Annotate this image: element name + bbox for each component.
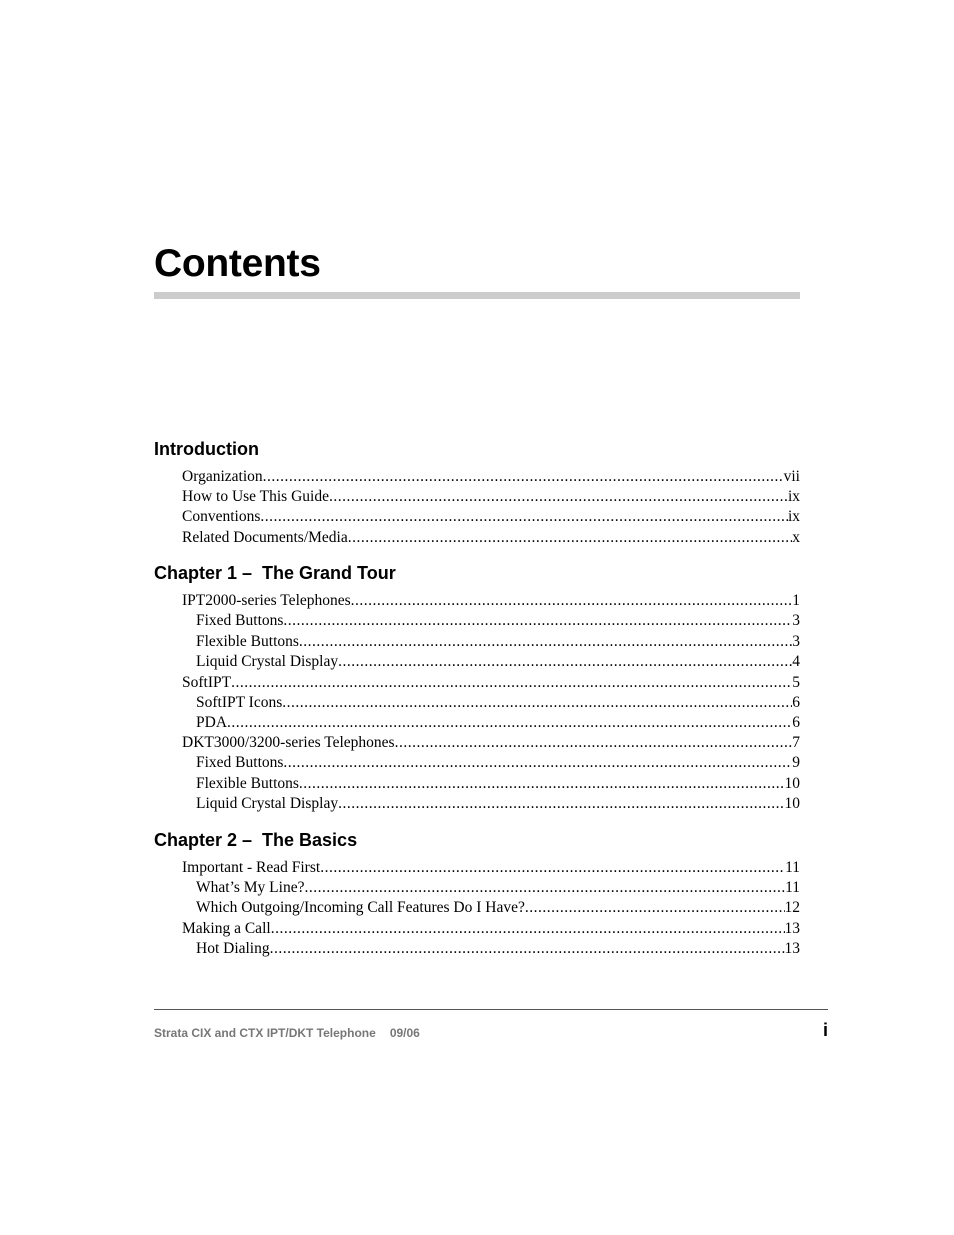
- toc-entry-page: 10: [784, 775, 800, 792]
- toc-entry-page: vii: [783, 468, 800, 485]
- toc-entry[interactable]: [196, 713, 800, 733]
- dot-leader: [320, 858, 785, 878]
- toc-entry[interactable]: [196, 898, 800, 918]
- dot-leader: [282, 693, 792, 713]
- toc-entry-label: SoftIPT: [182, 674, 232, 691]
- title-rule: [154, 292, 800, 299]
- toc-entry-page: x: [792, 529, 800, 546]
- toc-entry-page: 10: [784, 795, 800, 812]
- toc-entry-label: How to Use This Guide: [182, 488, 329, 505]
- section-heading-introduction: Introduction: [154, 439, 259, 459]
- dot-leader: [338, 794, 784, 814]
- toc-entry[interactable]: [182, 507, 800, 527]
- toc-entry[interactable]: [182, 487, 800, 507]
- dot-leader: [395, 733, 793, 753]
- dot-leader: [338, 652, 792, 672]
- dot-leader: [270, 939, 785, 959]
- toc-entry-page: 12: [784, 899, 800, 916]
- toc-entry-label: SoftIPT Icons: [196, 694, 283, 711]
- toc-entry-label: What’s My Line?: [196, 879, 305, 896]
- toc-entry-label: Fixed Buttons: [196, 754, 284, 771]
- toc-entry-label: Liquid Crystal Display: [196, 795, 339, 812]
- toc-entry[interactable]: [196, 611, 800, 631]
- toc-entry[interactable]: [182, 467, 800, 487]
- dot-leader: [271, 919, 785, 939]
- toc-entry-label: DKT3000/3200-series Telephones: [182, 734, 395, 751]
- toc-entry[interactable]: [196, 693, 800, 713]
- toc-entry[interactable]: [196, 939, 800, 959]
- footer-text: [154, 1026, 434, 1040]
- toc-entry-label: Hot Dialing: [196, 940, 270, 957]
- dot-leader: [283, 611, 792, 631]
- footer-product: Strata CIX and CTX IPT/DKT Telephone: [154, 1026, 376, 1040]
- toc-entry-label: Which Outgoing/Incoming Call Features Do I Have?: [196, 899, 525, 916]
- toc-entry-label: PDA: [196, 714, 228, 731]
- toc-entry-page: 6: [792, 714, 800, 731]
- footer-rule: [154, 1009, 828, 1010]
- toc-entry-label: Related Documents/Media: [182, 529, 348, 546]
- dot-leader: [283, 753, 792, 773]
- footer-date: 09/06: [389, 1026, 420, 1040]
- dot-leader: [263, 467, 784, 487]
- toc-entry[interactable]: [196, 632, 800, 652]
- toc-entry-page: 13: [784, 940, 800, 957]
- toc-entry-label: IPT2000-series Telephones: [182, 592, 351, 609]
- toc-entry[interactable]: [182, 591, 800, 611]
- toc-entry[interactable]: [196, 774, 800, 794]
- toc-entry-page: 3: [792, 633, 800, 650]
- toc-entry-label: Making a Call: [182, 920, 271, 937]
- toc-entry-page: ix: [787, 508, 800, 525]
- toc-entry-page: 1: [792, 592, 800, 609]
- toc-entry[interactable]: [182, 919, 800, 939]
- toc-entry[interactable]: [182, 673, 800, 693]
- toc-entry-page: 6: [792, 694, 800, 711]
- dot-leader: [525, 898, 785, 918]
- toc-entry-page: ix: [787, 488, 800, 505]
- toc-entry[interactable]: [182, 528, 800, 548]
- toc-entry[interactable]: [196, 878, 800, 898]
- section-heading-chapter-1: Chapter 1 – The Grand Tour: [154, 563, 396, 583]
- toc-entry-label: Fixed Buttons: [196, 612, 284, 629]
- toc-entry-label: Liquid Crystal Display: [196, 653, 339, 670]
- toc-entry-page: 7: [792, 734, 800, 751]
- toc-entry-page: 11: [785, 879, 800, 896]
- dot-leader: [304, 878, 785, 898]
- toc-entry[interactable]: [196, 753, 800, 773]
- toc-entry-page: 3: [792, 612, 800, 629]
- toc-entry-page: 9: [792, 754, 800, 771]
- page-number: i: [822, 1020, 828, 1040]
- toc-entry-label: Organization: [182, 468, 263, 485]
- dot-leader: [260, 507, 788, 527]
- section-heading-chapter-2: Chapter 2 – The Basics: [154, 830, 358, 850]
- dot-leader: [299, 632, 792, 652]
- toc-entry-page: 5: [792, 674, 800, 691]
- dot-leader: [348, 528, 793, 548]
- toc-entry-label: Conventions: [182, 508, 261, 525]
- toc-entry[interactable]: [196, 794, 800, 814]
- dot-leader: [329, 487, 788, 507]
- toc-entry-label: Flexible Buttons: [196, 775, 299, 792]
- toc-entry-page: 11: [785, 859, 800, 876]
- toc-entry-page: 4: [792, 653, 800, 670]
- toc-entry[interactable]: [182, 733, 800, 753]
- dot-leader: [231, 673, 792, 693]
- toc-entry-label: Flexible Buttons: [196, 633, 299, 650]
- page-title: Contents: [154, 242, 321, 285]
- toc-entry[interactable]: [182, 858, 800, 878]
- dot-leader: [351, 591, 793, 611]
- toc-entry-label: Important - Read First: [182, 859, 321, 876]
- dot-leader: [299, 774, 785, 794]
- toc-entry[interactable]: [196, 652, 800, 672]
- toc-entry-page: 13: [784, 920, 800, 937]
- dot-leader: [227, 713, 792, 733]
